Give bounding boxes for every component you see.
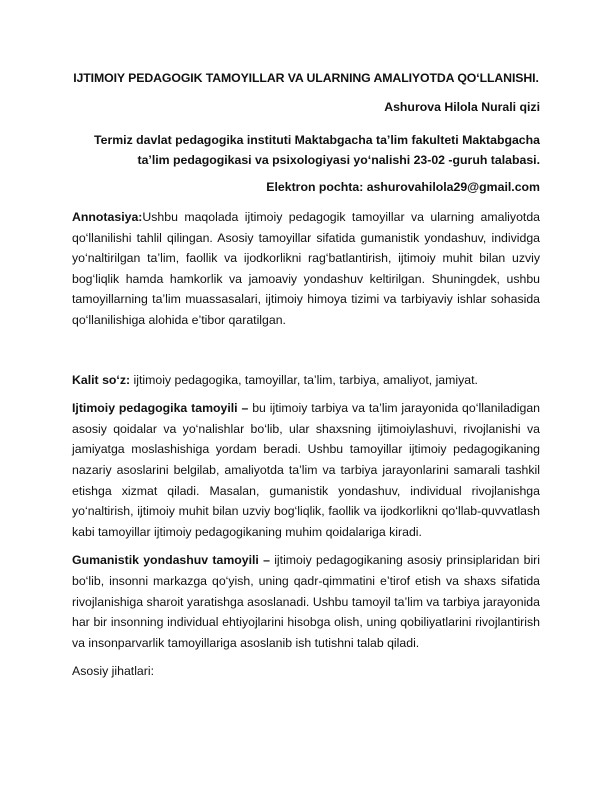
annotation-text: Ushbu maqolada ijtimoiy pedagogik tamoyillar va ularning amaliyotda qo‘llanilishi tahlil qilingan. Asosiy tamoyillar sifatida gumanistik yondashuv, individga yo‘naltirilgan ta’lim, faollik va ijodkorlikni rag‘batlantirish, ijtimoiy muhit bilan uzviy bog‘liqlik hamda hamkorlik va jamoaviy yondashuv keltirilgan. Shuningdek, ushbu tamoyillarning ta’lim muassasalari, ijtimoiy himoya tizimi va tarbiyaviy ishlar sohasida qo‘llanilishiga alohida e’tibor qaratilgan. — [72, 210, 540, 327]
section-gumanistik-paragraph — [72, 550, 540, 653]
affiliation-line-1: Termiz davlat pedagogika instituti Maktabgacha ta’lim fakulteti Maktabgacha — [94, 133, 540, 147]
document-page — [72, 70, 540, 682]
keywords-label: Kalit so‘z: — [72, 372, 131, 387]
section-ijtimoiy-text: bu ijtimoiy tarbiya va ta’lim jarayonida qo‘llaniladigan asosiy qoidalar va yo‘nalishlar bo‘lib, ular shaxsning ijtimoiylashuvi, rivojlanishi va jamiyatga moslashishiga yordam beradi. Ushbu tamoyillar ijtimoiy pedagogikaning nazariy asoslarini belgilab, amaliyotda ta’lim va tarbiya jarayonlarini samarali tashkil etishga xizmat qiladi. Masalan, gumanistik yondashuv, individual rivojlanishga yo‘naltirish, ijtimoiy muhit bilan uzviy bog‘liqlik, faollik va ijodkorlikni qo‘llab-quvvatlash kabi tamoyillar ijtimoiy pedagogikaning muhim qoidalariga kiradi. — [72, 401, 540, 539]
section-gumanistik-label: Gumanistik yondashuv tamoyili – — [72, 553, 270, 568]
article-title: IJTIMOIY PEDAGOGIK TAMOYILLAR VA ULARNING AMALIYOTDA QO‘LLANISHI. — [73, 71, 539, 85]
annotation-paragraph — [72, 207, 540, 331]
affiliation-line-2: ta’lim pedagogikasi va psixologiyasi yo‘nalishi 23-02 -guruh talabasi. — [137, 153, 540, 167]
annotation-label: Annotasiya: — [72, 210, 143, 224]
section-ijtimoiy-label: Ijtimoiy pedagogika tamoyili – — [72, 401, 249, 416]
section-gumanistik-text: ijtimoiy pedagogikaning asosiy prinsiplaridan biri bo‘lib, insonni markazga qo‘yish, uning qadr-qimmatini e’tirof etish va shaxs sifatida rivojlanishiga sharoit yaratishga asoslanadi. Ushbu tamoyil ta’lim va tarbiya jarayonida har bir insonning individual ehtiyojlarini hisobga olish, uning qobiliyatlarini rivojlantirish va insonparvarlik tamoyillariga asoslanib ish tutishni talab qiladi. — [72, 553, 540, 650]
section-ijtimoiy-paragraph — [72, 398, 540, 542]
asosiy-jihatlari-heading: Asosiy jihatlari: — [72, 664, 155, 679]
keywords-text: ijtimoiy pedagogika, tamoyillar, ta’lim, tarbiya, amaliyot, jamiyat. — [130, 372, 478, 387]
author-affiliation — [72, 130, 540, 170]
author-name: Ashurova Hilola Nurali qizi — [384, 100, 540, 114]
author-email: Elektron pochta: ashurovahilola29@gmail.com — [266, 180, 540, 194]
keywords-paragraph — [72, 370, 540, 391]
